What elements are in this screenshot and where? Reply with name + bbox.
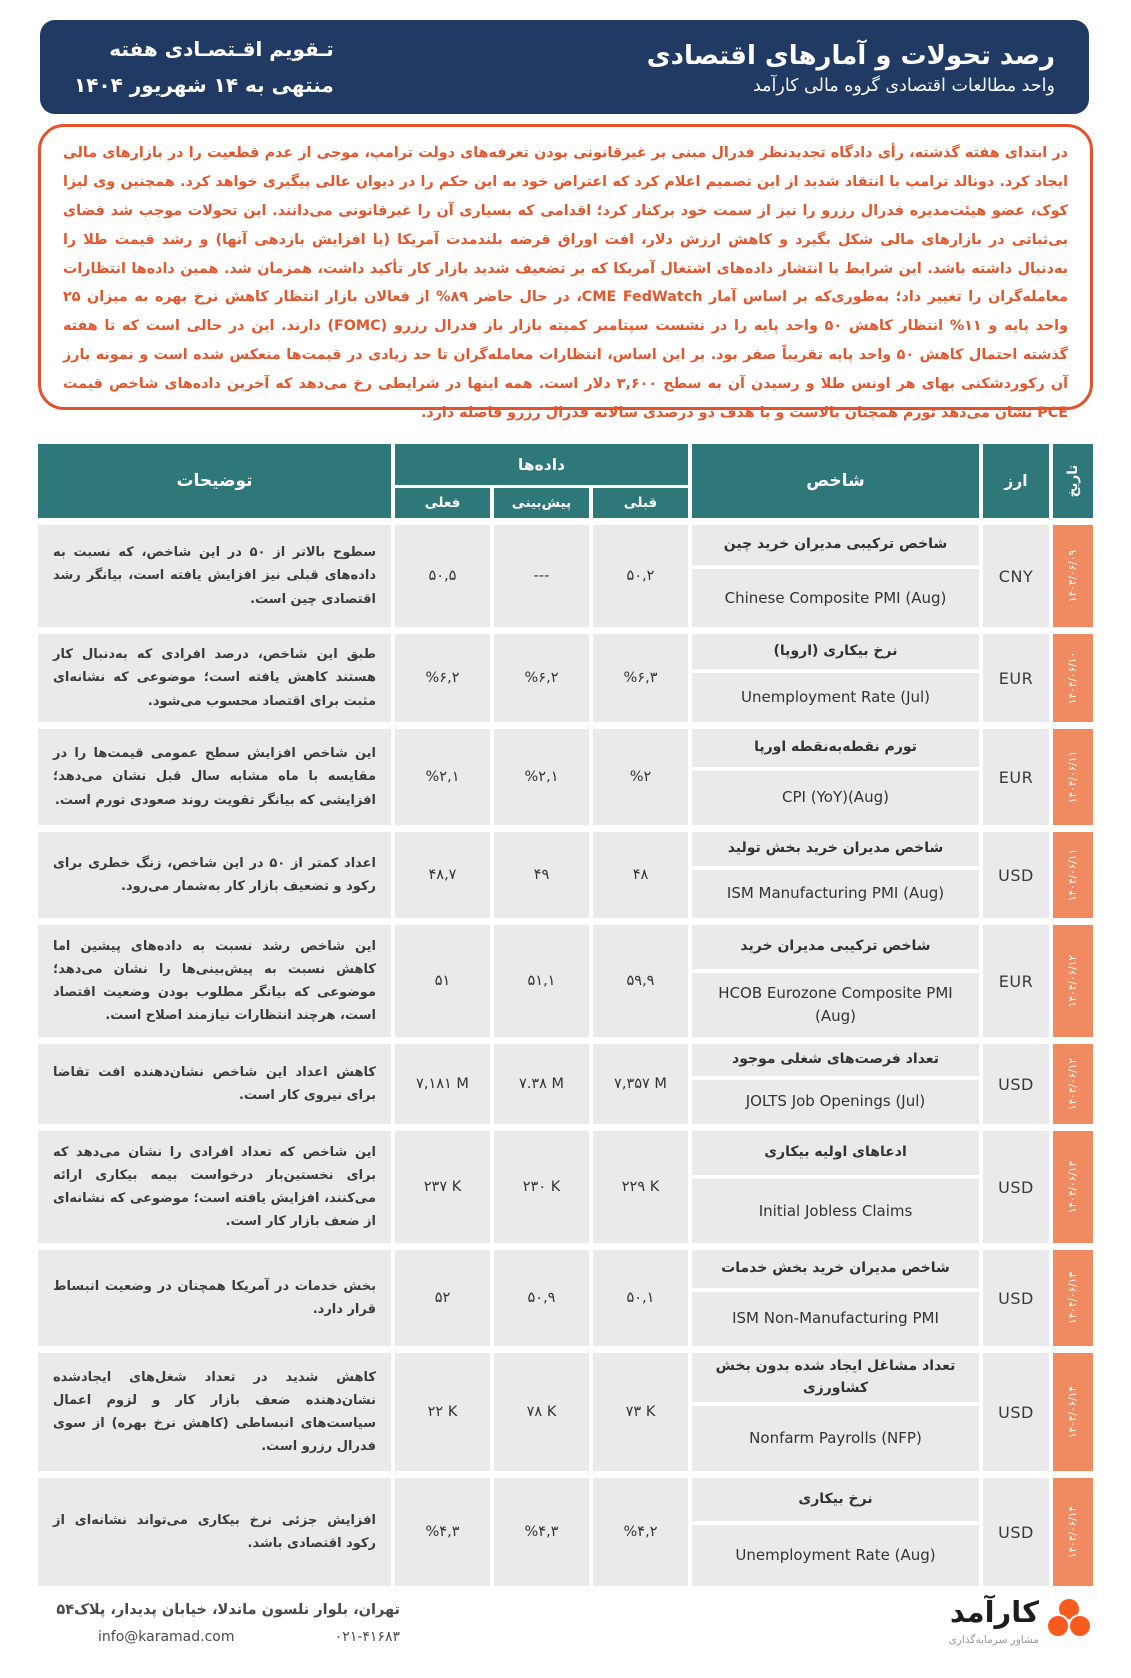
weekly-summary-box [38, 124, 1093, 421]
data-subheaders [395, 488, 688, 518]
note-text: این شاخص که تعداد افرادی را نشان می‌دهد که برای نخستین‌بار درخواست بیمه بیکاری ارائه می‌کنند، افزایش یافته است؛ موضوعی که نشانه‌ای از ضعف بازار کار است. [53, 1144, 376, 1230]
indicator-name-fa: شاخص مدیران خرید بخش تولید [692, 832, 979, 866]
report-title: رصد تحولات و آمارهای اقتصادی [646, 41, 1055, 72]
date-value: ۱۴۰۴/۰۶/۱۰ [1067, 651, 1079, 705]
indicator-name-fa: شاخص مدیران خرید بخش خدمات [692, 1250, 979, 1288]
indicator-name-fa: شاخص ترکیبی مدیران خرید چین [692, 525, 979, 565]
date-cell [1053, 925, 1093, 1037]
previous-value-cell: %۲ [593, 729, 688, 825]
note-text: سطوح بالاتر از ۵۰ در این شاخص، که نسبت به داده‌های قبلی نیز افزایش یافته است، بیانگر رشد اقتصادی چین است. [53, 545, 376, 607]
indicator-name-en: JOLTS Job Openings (Jul) [692, 1080, 979, 1124]
date-cell [1053, 1250, 1093, 1346]
indicator-name-en: CPI (YoY)(Aug) [692, 771, 979, 825]
indicator-name-fa: ادعاهای اولیه بیکاری [692, 1131, 979, 1175]
note-cell [38, 1131, 391, 1243]
forecast-value-cell: ۵۱,۱ [494, 925, 589, 1037]
calendar-week-line1: تـقویم اقـتصـادی هفته [109, 37, 334, 61]
table-row [38, 1131, 1093, 1243]
column-header-indicator: شاخص [692, 444, 979, 518]
currency-cell: USD [983, 1353, 1049, 1471]
previous-value-cell: ۵۹,۹ [593, 925, 688, 1037]
date-cell [1053, 832, 1093, 918]
note-cell [38, 1044, 391, 1124]
forecast-value-cell: --- [494, 525, 589, 627]
column-group-data [395, 444, 688, 518]
date-value: ۱۴۰۴/۰۶/۰۹ [1067, 549, 1079, 603]
date-value: ۱۴۰۴/۰۶/۱۲ [1067, 954, 1079, 1008]
date-value: ۱۴۰۴/۰۶/۱۳ [1067, 1271, 1079, 1325]
column-header-date: تاریخ [1053, 444, 1093, 518]
indicator-name-en: ISM Non-Manufacturing PMI [692, 1292, 979, 1346]
date-value: ۱۴۰۴/۰۶/۱۴ [1067, 1505, 1079, 1559]
karamad-circles-icon [1046, 1597, 1093, 1643]
table-row [38, 925, 1093, 1037]
previous-value-cell: ۷۳ K [593, 1353, 688, 1471]
table-row [38, 729, 1093, 825]
currency-cell: CNY [983, 525, 1049, 627]
date-value: ۱۴۰۴/۰۶/۱۱ [1067, 750, 1079, 804]
actual-value-cell: ۴۸,۷ [395, 832, 490, 918]
table-row [38, 634, 1093, 722]
address-text: تهران، بلوار نلسون ماندلا، خیابان پدیدار، پلاک۵۴ [56, 1602, 400, 1618]
economic-calendar-table [38, 444, 1093, 1586]
note-text: اعداد کمتر از ۵۰ در این شاخص، زنگ خطری برای رکود و تضعیف بازار کار به‌شمار می‌رود. [53, 855, 376, 894]
table-row [38, 525, 1093, 627]
actual-value-cell: %۲,۱ [395, 729, 490, 825]
actual-value-cell: %۶,۲ [395, 634, 490, 722]
table-header [38, 444, 1093, 518]
column-header-forecast: پیش‌بینی [494, 488, 589, 518]
currency-cell: USD [983, 832, 1049, 918]
note-cell [38, 1353, 391, 1471]
footer [38, 1596, 1093, 1662]
phone-text: ۰۲۱-۴۱۶۸۳ [334, 1629, 400, 1645]
currency-cell: USD [983, 1044, 1049, 1124]
date-cell [1053, 1044, 1093, 1124]
indicator-name-fa: تورم نقطه‌به‌نقطه اورپا [692, 729, 979, 767]
header-banner [40, 20, 1089, 114]
date-cell [1053, 729, 1093, 825]
currency-cell: EUR [983, 634, 1049, 722]
indicator-cell [692, 1131, 979, 1243]
previous-value-cell: ۷,۳۵۷ M [593, 1044, 688, 1124]
actual-value-cell: ۷,۱۸۱ M [395, 1044, 490, 1124]
note-text: بخش خدمات در آمریکا همچنان در وضعیت انبساط قرار دارد. [53, 1278, 376, 1317]
table-body [38, 525, 1093, 1586]
indicator-cell [692, 925, 979, 1037]
indicator-name-fa: نرخ بیکاری [692, 1478, 979, 1521]
forecast-value-cell: %۲,۱ [494, 729, 589, 825]
note-cell [38, 525, 391, 627]
indicator-cell [692, 634, 979, 722]
indicator-name-fa: تعداد فرصت‌های شغلی موجود [692, 1044, 979, 1076]
forecast-value-cell: %۴,۳ [494, 1478, 589, 1586]
currency-cell: EUR [983, 925, 1049, 1037]
indicator-cell [692, 1353, 979, 1471]
table-row [38, 1044, 1093, 1124]
indicator-name-en: Chinese Composite PMI (Aug) [692, 569, 979, 627]
actual-value-cell: ۵۲ [395, 1250, 490, 1346]
banner-titles [647, 38, 1055, 96]
note-text: افزایش جزئی نرخ بیکاری می‌تواند نشانه‌ای از رکود اقتصادی باشد. [53, 1512, 376, 1551]
actual-value-cell: ۵۱ [395, 925, 490, 1037]
note-text: طبق این شاخص، درصد افرادی که به‌دنبال کار هستند کاهش یافته است؛ موضوعی که نشانه‌ای مثبت برای اقتصاد محسوب می‌شود. [53, 647, 376, 709]
note-cell [38, 634, 391, 722]
logo-text-block [949, 1596, 1039, 1646]
forecast-value-cell: %۶,۲ [494, 634, 589, 722]
table-row [38, 1353, 1093, 1471]
actual-value-cell: ۲۳۷ K [395, 1131, 490, 1243]
indicator-cell [692, 832, 979, 918]
currency-cell: USD [983, 1478, 1049, 1586]
contact-line [98, 1629, 400, 1645]
date-value: ۱۴۰۴/۰۶/۱۲ [1067, 1057, 1079, 1111]
forecast-value-cell: ۷.۳۸ M [494, 1044, 589, 1124]
actual-value-cell: ۲۲ K [395, 1353, 490, 1471]
logo-tagline: مشاور سرمایه‌گذاری [948, 1634, 1039, 1647]
note-cell [38, 729, 391, 825]
table-row [38, 1250, 1093, 1346]
column-header-currency: ارز [983, 444, 1049, 518]
calendar-week-label [74, 31, 334, 103]
date-cell [1053, 525, 1093, 627]
actual-value-cell: ۵۰,۵ [395, 525, 490, 627]
indicator-name-en: HCOB Eurozone Composite PMI (Aug) [692, 973, 979, 1037]
forecast-value-cell: ۵۰,۹ [494, 1250, 589, 1346]
forecast-value-cell: ۷۸ K [494, 1353, 589, 1471]
previous-value-cell: %۴,۲ [593, 1478, 688, 1586]
report-subtitle: واحد مطالعات اقتصادی گروه مالی کارآمد [752, 75, 1055, 96]
note-text: این شاخص افزایش سطح عمومی قیمت‌ها را در مقایسه با ماه مشابه سال قبل نشان می‌دهد؛ افزایشی که بیانگر تقویت روند صعودی تورم است. [53, 746, 376, 808]
previous-value-cell: ۵۰,۱ [593, 1250, 688, 1346]
note-text: کاهش شدید در تعداد شغل‌های ایجادشده نشان‌دهنده ضعف بازار کار و لزوم اعمال سیاست‌های انبساطی (کاهش نرخ بهره) از سوی فدرال رزرو است. [53, 1369, 376, 1455]
indicator-cell [692, 1044, 979, 1124]
company-logo [949, 1596, 1093, 1646]
note-cell [38, 1478, 391, 1586]
column-header-data: داده‌ها [395, 444, 688, 485]
indicator-name-fa: تعداد مشاغل ایجاد شده بدون بخش کشاورزی [692, 1353, 979, 1402]
previous-value-cell: ۲۲۹ K [593, 1131, 688, 1243]
email-text: info@karamad.com [98, 1629, 235, 1645]
table-row [38, 1478, 1093, 1586]
weekly-summary-text: در ابتدای هفته گذشته، رأی دادگاه تجدیدنظر فدرال مبنی بر غیرقانونی بودن تعرفه‌های دولت ترامپ، موجی از عدم قطعیت را در بازارهای مالی ایجاد کرد. دونالد ترامپ با انتقاد شدید از این تصمیم اعلام کرد که اعتراض خود به این حکم را در دیوان عالی پیگیری خواهد کرد. همچنین وی لیزا کوک، عضو هیئت‌مدیره فدرال رزرو را نیز از سمت خود برکنار کرد؛ اقدامی که بسیاری آن را غیرقانونی می‌دانند. این تحولات موجب شد فضای بی‌ثباتی در بازارهای مالی شکل بگیرد و کاهش ارزش دلار، افت اوراق قرضه بلندمدت آمریکا (یا افزایش بازدهی آنها) و رشد قیمت طلا را به‌دنبال داشته باشد. این شرایط با انتشار داده‌های اشتغال آمریکا که بر تضعیف شدید بازار کار تأکید داشت، همزمان شد. همین داده‌ها انتظارات معامله‌گران را تغییر داد؛ به‌طوری‌که بر اساس آمار CME FedWatch، در حال حاضر ۸۹% از فعالان بازار انتظار کاهش نرخ بهره به میزان ۲۵ واحد پایه و ۱۱% انتظار کاهش ۵۰ واحد پایه را در نشست سپتامبر کمیته بازار باز فدرال رزرو (FOMC) دارند. این در حالی است که تا هفته گذشته احتمال کاهش ۵۰ واحد پایه تقریباً صفر بود. بر این اساس، انتظارات معامله‌گران تا حد زیادی در قیمت‌ها منعکس شده است و نمونه بارز آن رکوردشکنی بهای هر اونس طلا و رسیدن آن به سطح ۳,۶۰۰ دلار است. همه اینها در شرایطی رخ می‌دهد که آخرین داده‌های شاخص قیمت PCE نشان می‌دهد تورم همچنان بالاست و با هدف دو درصدی سالانه فدرال رزرو فاصله دارد. [63, 145, 1068, 421]
forecast-value-cell: ۴۹ [494, 832, 589, 918]
indicator-name-en: Unemployment Rate (Jul) [692, 673, 979, 722]
date-value: ۱۴۰۴/۰۶/۱۳ [1067, 1160, 1079, 1214]
note-cell [38, 925, 391, 1037]
currency-cell: USD [983, 1250, 1049, 1346]
date-value: ۱۴۰۴/۰۶/۱۱ [1067, 848, 1079, 902]
contact-block [38, 1602, 400, 1645]
indicator-cell [692, 525, 979, 627]
table-row [38, 832, 1093, 918]
note-cell [38, 832, 391, 918]
indicator-cell [692, 1250, 979, 1346]
currency-cell: EUR [983, 729, 1049, 825]
indicator-name-en: ISM Manufacturing PMI (Aug) [692, 870, 979, 918]
indicator-name-fa: نرخ بیکاری (اروپا) [692, 634, 979, 669]
actual-value-cell: %۴,۳ [395, 1478, 490, 1586]
note-text: این شاخص رشد نسبت به داده‌های پیشین اما کاهش نسبت به پیش‌بینی‌ها را نشان می‌دهد؛ موضوعی که بیانگر مطلوب بودن وضعیت اقتصاد است، هرچند انتظارات نیازمند اصلاح است. [53, 938, 376, 1024]
note-text: کاهش اعداد این شاخص نشان‌دهنده افت تقاضا برای نیروی کار است. [53, 1064, 376, 1103]
column-header-notes: توضیحات [38, 444, 391, 518]
logo-wordmark: کارآمد [949, 1595, 1039, 1629]
date-cell [1053, 1353, 1093, 1471]
date-cell [1053, 634, 1093, 722]
date-cell [1053, 1131, 1093, 1243]
indicator-name-en: Initial Jobless Claims [692, 1179, 979, 1243]
date-value: ۱۴۰۴/۰۶/۱۴ [1067, 1385, 1079, 1439]
indicator-name-en: Unemployment Rate (Aug) [692, 1525, 979, 1586]
column-header-previous: قبلی [593, 488, 688, 518]
calendar-week-line2: منتهی به ۱۴ شهریور ۱۴۰۴ [74, 73, 334, 97]
date-cell [1053, 1478, 1093, 1586]
indicator-cell [692, 729, 979, 825]
column-header-actual: فعلی [395, 488, 490, 518]
currency-cell: USD [983, 1131, 1049, 1243]
previous-value-cell: ۵۰,۲ [593, 525, 688, 627]
indicator-cell [692, 1478, 979, 1586]
forecast-value-cell: ۲۳۰ K [494, 1131, 589, 1243]
indicator-name-fa: شاخص ترکیبی مدیران خرید [692, 925, 979, 969]
note-cell [38, 1250, 391, 1346]
previous-value-cell: %۶,۳ [593, 634, 688, 722]
previous-value-cell: ۴۸ [593, 832, 688, 918]
indicator-name-en: Nonfarm Payrolls (NFP) [692, 1406, 979, 1471]
